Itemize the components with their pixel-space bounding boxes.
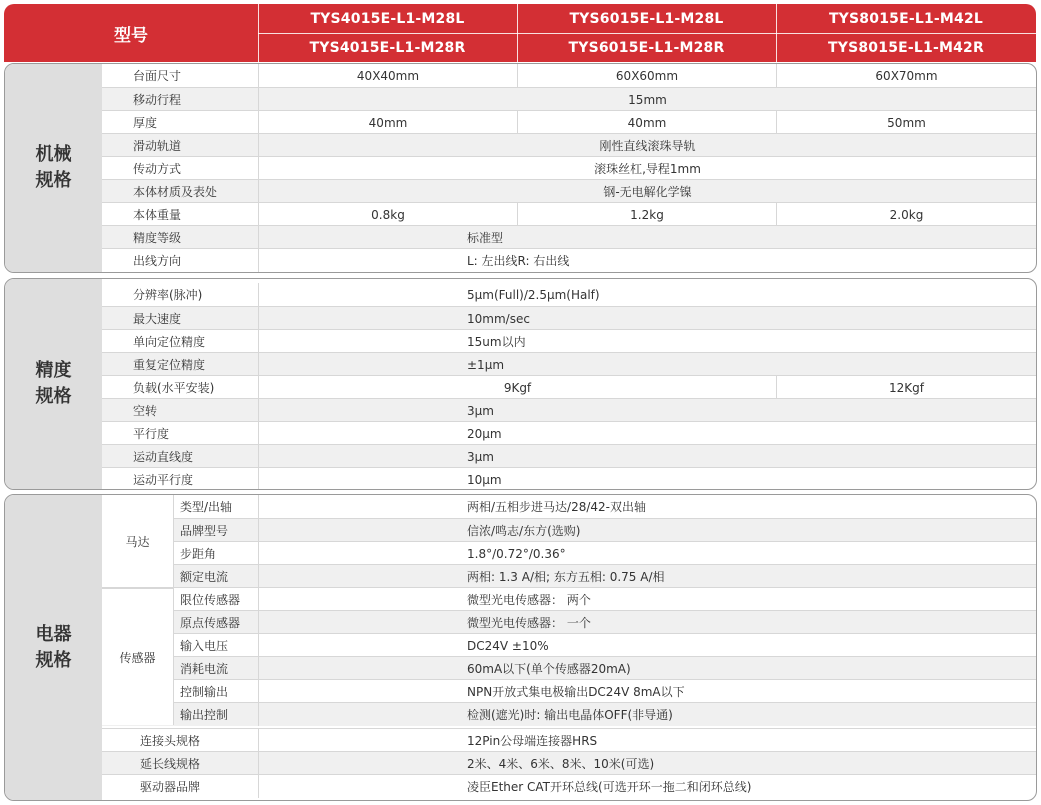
cell-value: 10μm bbox=[467, 472, 502, 487]
group-label-sensor: 传感器 bbox=[102, 588, 174, 725]
row-name: 重复定位精度 bbox=[102, 353, 259, 376]
row-name: 输入电压 bbox=[174, 634, 259, 657]
row-name: 延长线规格 bbox=[102, 752, 259, 775]
row-name: 运动平行度 bbox=[102, 468, 259, 490]
cell-value: 60X60mm bbox=[518, 64, 777, 87]
table-row bbox=[102, 656, 1036, 680]
row-name: 厚度 bbox=[102, 111, 259, 134]
table-row bbox=[102, 110, 1036, 134]
cell-value: DC24V ±10% bbox=[467, 638, 549, 653]
table-row bbox=[102, 633, 1036, 657]
table-row bbox=[102, 728, 1036, 752]
table-row bbox=[102, 421, 1036, 445]
table-row bbox=[102, 444, 1036, 468]
row-name: 平行度 bbox=[102, 422, 259, 445]
model-1-right: TYS4015E-L1-M28R bbox=[309, 39, 466, 56]
cell-value: 60mA以下(单个传感器20mA) bbox=[467, 662, 631, 676]
mechanical-specs-section bbox=[4, 63, 1037, 273]
row-name: 出线方向 bbox=[102, 249, 259, 272]
row-name: 滑动轨道 bbox=[102, 134, 259, 157]
row-name: 类型/出轴 bbox=[174, 495, 259, 518]
cell-value: 9Kgf bbox=[259, 376, 777, 399]
table-row bbox=[102, 202, 1036, 226]
table-row bbox=[102, 679, 1036, 703]
table-row bbox=[102, 283, 1036, 306]
table-row bbox=[102, 375, 1036, 399]
row-name: 负载(水平安装) bbox=[102, 376, 259, 399]
cell-value: 40mm bbox=[259, 111, 518, 134]
table-row bbox=[102, 398, 1036, 422]
row-name: 单向定位精度 bbox=[102, 330, 259, 353]
model-3-left: TYS8015E-L1-M42L bbox=[828, 10, 984, 27]
cell-value: 钢-无电解化学镍 bbox=[603, 185, 692, 199]
cell-value: 凌臣Ether CAT开环总线(可选开环一拖二和闭环总线) bbox=[467, 780, 752, 794]
table-row bbox=[102, 179, 1036, 203]
model-3-right: TYS8015E-L1-M42R bbox=[828, 39, 984, 56]
precision-specs-section bbox=[4, 278, 1037, 490]
cell-value: 0.8kg bbox=[259, 203, 518, 226]
table-row bbox=[102, 495, 1036, 518]
table-row bbox=[102, 467, 1036, 490]
row-name: 原点传感器 bbox=[174, 611, 259, 634]
row-name: 控制输出 bbox=[174, 680, 259, 703]
cell-value: 2.0kg bbox=[889, 207, 924, 222]
cell-value: 5μm(Full)/2.5μm(Half) bbox=[467, 287, 600, 302]
cell-value: 信浓/鸣志/东方(选购) bbox=[467, 524, 581, 538]
section-label-mechanical: 机械 规格 bbox=[5, 64, 102, 272]
table-row bbox=[102, 248, 1036, 272]
row-name: 额定电流 bbox=[174, 565, 259, 588]
cell-value: 40X40mm bbox=[259, 64, 518, 87]
row-name: 精度等级 bbox=[102, 226, 259, 249]
row-name: 消耗电流 bbox=[174, 657, 259, 680]
cell-value: 两相/五相步进马达/28/42-双出轴 bbox=[467, 500, 646, 514]
cell-value: 标准型 bbox=[467, 231, 504, 245]
section-label-electrical: 电器 规格 bbox=[5, 495, 102, 800]
cell-value: 两相: 1.3 A/相; 东方五相: 0.75 A/相 bbox=[467, 570, 665, 584]
row-name: 品牌型号 bbox=[174, 519, 259, 542]
cell-value: NPN开放式集电极输出DC24V 8mA以下 bbox=[467, 685, 685, 699]
row-name: 本体材质及表处 bbox=[102, 180, 259, 203]
section-label-precision: 精度 规格 bbox=[5, 279, 102, 489]
table-row bbox=[102, 702, 1036, 726]
table-row bbox=[102, 225, 1036, 249]
cell-value: 15um以内 bbox=[467, 335, 526, 349]
table-row bbox=[102, 564, 1036, 588]
table-row bbox=[102, 329, 1036, 353]
cell-value: 3μm bbox=[467, 449, 494, 464]
cell-value: 50mm bbox=[887, 115, 926, 130]
table-row bbox=[102, 610, 1036, 634]
cell-value: 微型光电传感器： 一个 bbox=[467, 616, 591, 630]
table-row bbox=[102, 774, 1036, 798]
row-name: 运动直线度 bbox=[102, 445, 259, 468]
group-label-motor: 马达 bbox=[102, 495, 174, 587]
table-row bbox=[102, 133, 1036, 157]
row-name: 分辨率(脉冲) bbox=[102, 283, 259, 306]
cell-value: 12Kgf bbox=[889, 380, 924, 395]
table-header bbox=[4, 4, 1036, 62]
cell-value: 1.8°/0.72°/0.36° bbox=[467, 546, 566, 561]
cell-value: 滚珠丝杠,导程1mm bbox=[594, 162, 701, 176]
cell-value: 3μm bbox=[467, 403, 494, 418]
cell-value: ±1μm bbox=[467, 357, 505, 372]
row-name: 步距角 bbox=[174, 542, 259, 565]
cell-value: 12Pin公母端连接器HRS bbox=[467, 734, 598, 748]
row-name: 本体重量 bbox=[102, 203, 259, 226]
model-header-label: 型号 bbox=[114, 25, 148, 46]
cell-value: 检测(遮光)时: 输出电晶体OFF(非导通) bbox=[467, 708, 673, 722]
table-row bbox=[102, 541, 1036, 565]
row-name: 台面尺寸 bbox=[102, 64, 259, 87]
row-name: 空转 bbox=[102, 399, 259, 422]
table-row bbox=[102, 518, 1036, 542]
table-row bbox=[102, 306, 1036, 330]
cell-value: 10mm/sec bbox=[467, 311, 530, 326]
row-name: 移动行程 bbox=[102, 88, 259, 111]
table-row bbox=[102, 156, 1036, 180]
cell-value: L: 左出线R: 右出线 bbox=[467, 254, 570, 268]
model-2-right: TYS6015E-L1-M28R bbox=[568, 39, 725, 56]
cell-value: 15mm bbox=[628, 92, 667, 107]
cell-value: 2米、4米、6米、8米、10米(可选) bbox=[467, 757, 655, 771]
row-name: 连接头规格 bbox=[102, 729, 259, 752]
table-row bbox=[102, 751, 1036, 775]
table-row bbox=[102, 587, 1036, 611]
table-row bbox=[102, 64, 1036, 87]
row-name: 传动方式 bbox=[102, 157, 259, 180]
model-2-left: TYS6015E-L1-M28L bbox=[569, 10, 724, 27]
row-name: 输出控制 bbox=[174, 703, 259, 726]
cell-value: 微型光电传感器： 两个 bbox=[467, 593, 591, 607]
cell-value: 20μm bbox=[467, 426, 502, 441]
table-row bbox=[102, 87, 1036, 111]
cell-value: 1.2kg bbox=[518, 203, 777, 226]
cell-value: 60X70mm bbox=[875, 68, 938, 83]
table-row bbox=[102, 352, 1036, 376]
cell-value: 刚性直线滚珠导轨 bbox=[599, 139, 696, 153]
model-1-left: TYS4015E-L1-M28L bbox=[310, 10, 465, 27]
row-name: 限位传感器 bbox=[174, 588, 259, 611]
row-name: 驱动器品牌 bbox=[102, 775, 259, 798]
row-name: 最大速度 bbox=[102, 307, 259, 330]
cell-value: 40mm bbox=[518, 111, 777, 134]
electrical-specs-section bbox=[4, 494, 1037, 801]
